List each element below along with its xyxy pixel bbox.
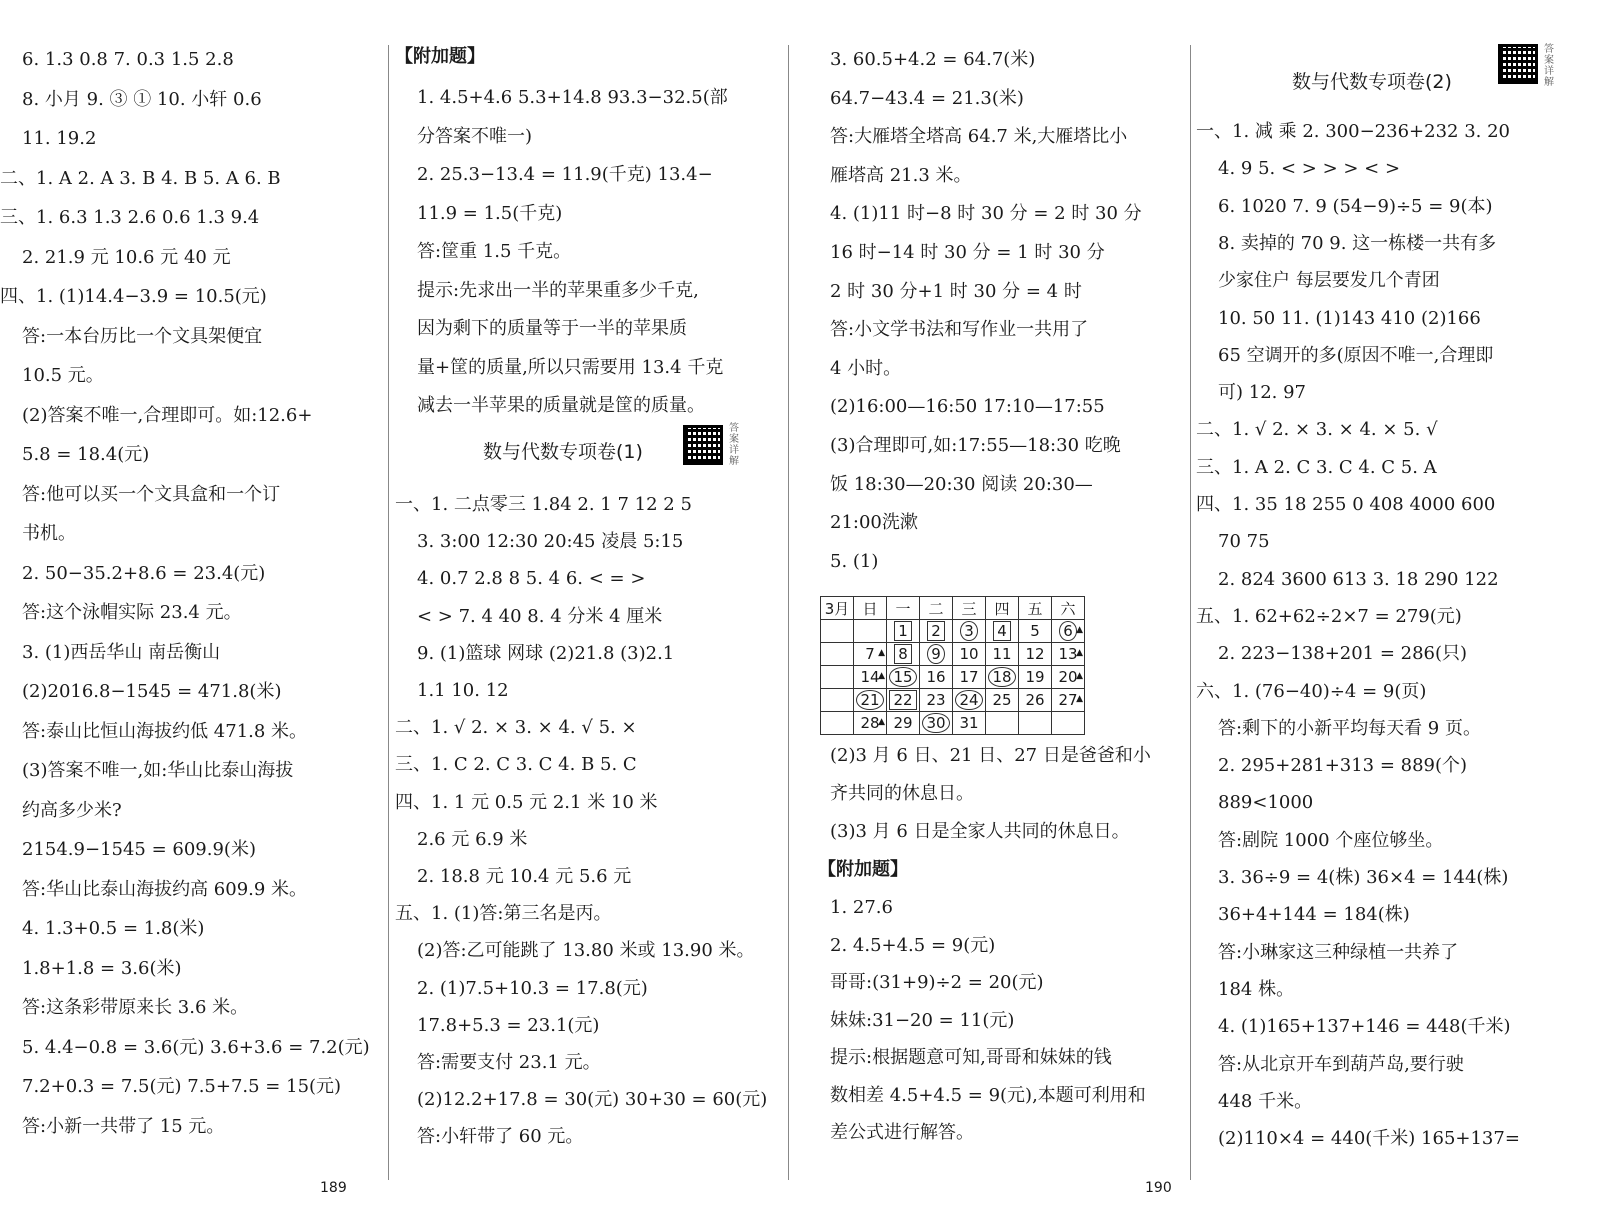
answer-line: 70 75 bbox=[1218, 531, 1270, 553]
answer-line: 三、1. C 2. C 3. C 4. B 5. C bbox=[395, 754, 637, 776]
qr-label: 答案详解 bbox=[729, 423, 739, 467]
calendar-header-cell: 三 bbox=[953, 597, 986, 620]
calendar-header-cell: 五 bbox=[1019, 597, 1052, 620]
answer-line: 2 时 30 分+1 时 30 分 = 4 时 bbox=[830, 280, 1082, 302]
answer-line: 提示:根据题意可知,哥哥和妹妹的钱 bbox=[830, 1047, 1112, 1068]
answer-line: 四、1. 35 18 255 0 408 4000 600 bbox=[1196, 494, 1496, 515]
answer-line: (3)合理即可,如:17:55—18:30 吃晚 bbox=[830, 435, 1121, 456]
answer-line: 量+筐的质量,所以只需要用 13.4 千克 bbox=[417, 356, 724, 378]
answer-line: 10. 50 11. (1)143 410 (2)166 bbox=[1218, 307, 1481, 329]
answer-line: 10.5 元。 bbox=[22, 365, 104, 386]
calendar-day-cell: 26 bbox=[1019, 689, 1052, 712]
answer-line: 答:这个泳帽实际 23.4 元。 bbox=[22, 602, 242, 623]
answer-line: 答:小新一共带了 15 元。 bbox=[22, 1115, 225, 1137]
answer-line: 2.6 元 6.9 米 bbox=[417, 828, 528, 850]
answer-line: 21:00洗漱 bbox=[830, 512, 918, 534]
calendar-day-cell bbox=[854, 620, 887, 643]
answer-line: 65 空调开的多(原因不唯一,合理即 bbox=[1218, 344, 1494, 366]
answer-line: 1.1 10. 12 bbox=[417, 680, 509, 701]
answer-line: 答:小琳家这三种绿植一共养了 bbox=[1218, 941, 1459, 963]
calendar-day-cell bbox=[821, 643, 854, 666]
calendar-header-cell: 六 bbox=[1052, 597, 1085, 620]
calendar-day-cell: 12 bbox=[1019, 643, 1052, 666]
answer-line: 差公式进行解答。 bbox=[830, 1122, 974, 1143]
calendar-day-cell: 5 bbox=[1019, 620, 1052, 643]
calendar-day-cell: 16 bbox=[920, 666, 953, 689]
answer-line: 答:剩下的小新平均每天看 9 页。 bbox=[1218, 717, 1481, 739]
answer-line: 答:筐重 1.5 千克。 bbox=[417, 241, 572, 262]
answer-line: 1.8+1.8 = 3.6(米) bbox=[22, 957, 182, 979]
calendar-day-cell: 25 bbox=[986, 689, 1019, 712]
answer-line: 五、1. 62+62÷2×7 = 279(元) bbox=[1196, 605, 1462, 627]
answer-line: 减去一半苹果的质量就是筐的质量。 bbox=[417, 395, 705, 416]
answer-line: 齐共同的休息日。 bbox=[830, 783, 974, 804]
column-divider bbox=[1190, 45, 1191, 1180]
answer-line: 2. 21.9 元 10.6 元 40 元 bbox=[22, 246, 231, 268]
calendar-day-cell bbox=[1019, 712, 1052, 735]
calendar-day-cell: 20 ▲ bbox=[1052, 666, 1085, 689]
answer-line: 64.7−43.4 = 21.3(米) bbox=[830, 87, 1024, 109]
calendar-day-cell: 8 bbox=[887, 643, 920, 666]
answer-line: 三、1. 6.3 1.3 2.6 0.6 1.3 9.4 bbox=[0, 207, 260, 228]
calendar-day-cell: 14 ▲ bbox=[854, 666, 887, 689]
answer-line: 答:泰山比恒山海拔约低 471.8 米。 bbox=[22, 720, 308, 742]
calendar-day-cell: 18 bbox=[986, 666, 1019, 689]
answer-line: 36+4+144 = 184(株) bbox=[1218, 904, 1410, 926]
answer-line: 2. 50−35.2+8.6 = 23.4(元) bbox=[22, 562, 266, 584]
answer-line: 17.8+5.3 = 23.1(元) bbox=[417, 1014, 600, 1036]
answer-line: 一、1. 减 乘 2. 300−236+232 3. 20 bbox=[1196, 121, 1510, 142]
answer-line: 184 株。 bbox=[1218, 978, 1295, 1000]
answer-line: 答:小轩带了 60 元。 bbox=[417, 1126, 584, 1148]
answer-line: 2. 295+281+313 = 889(个) bbox=[1218, 755, 1468, 777]
answer-line: 答:从北京开车到葫芦岛,要行驶 bbox=[1218, 1053, 1464, 1075]
qr-code-icon bbox=[1498, 44, 1538, 84]
calendar-day-cell: 3 bbox=[953, 620, 986, 643]
calendar-day-cell: 31 bbox=[953, 712, 986, 735]
answer-line: 3. 36÷9 = 4(株) 36×4 = 144(株) bbox=[1218, 867, 1509, 888]
answer-line: 3. (1)西岳华山 南岳衡山 bbox=[22, 641, 221, 663]
answer-line: 因为剩下的质量等于一半的苹果质 bbox=[417, 318, 687, 339]
column-divider bbox=[388, 45, 389, 1180]
section-title: 数与代数专项卷(1) bbox=[483, 441, 643, 463]
calendar-table bbox=[820, 596, 1085, 735]
answer-line: 4. 9 5. < > > > < > bbox=[1218, 158, 1401, 180]
answer-line: 2154.9−1545 = 609.9(米) bbox=[22, 839, 256, 860]
answer-line: 雁塔高 21.3 米。 bbox=[830, 164, 972, 186]
answer-line: 三、1. A 2. C 3. C 4. C 5. A bbox=[1196, 456, 1437, 478]
answer-line: 二、1. √ 2. × 3. × 4. √ 5. × bbox=[395, 717, 637, 739]
answer-line: 7.2+0.3 = 7.5(元) 7.5+7.5 = 15(元) bbox=[22, 1076, 342, 1097]
calendar-day-cell: 19 bbox=[1019, 666, 1052, 689]
page-number-left: 189 bbox=[320, 1180, 347, 1196]
answer-line: (3)答案不唯一,如:华山比泰山海拔 bbox=[22, 760, 294, 781]
answer-line: 5. (1) bbox=[830, 550, 879, 572]
answer-line: 答:剧院 1000 个座位够坐。 bbox=[1218, 829, 1444, 851]
answer-line: 1. 4.5+4.6 5.3+14.8 93.3−32.5(部 bbox=[417, 87, 728, 108]
column-2 bbox=[395, 0, 780, 1180]
column-1 bbox=[0, 0, 382, 1180]
answer-line: 8. 卖掉的 70 9. 这一栋楼一共有多 bbox=[1218, 232, 1497, 254]
answer-line: 2. 25.3−13.4 = 11.9(千克) 13.4− bbox=[417, 164, 713, 185]
answer-line: 答:需要支付 23.1 元。 bbox=[417, 1052, 601, 1073]
answer-line: 答:华山比泰山海拔约高 609.9 米。 bbox=[22, 878, 308, 900]
calendar-day-cell bbox=[1052, 712, 1085, 735]
answer-line: 二、1. √ 2. × 3. × 4. × 5. √ bbox=[1196, 419, 1438, 441]
answer-line: (2)答案不唯一,合理即可。如:12.6+ bbox=[22, 404, 313, 426]
answer-line: 11. 19.2 bbox=[22, 128, 97, 149]
answer-line: < > 7. 4 40 8. 4 分米 4 厘米 bbox=[417, 605, 663, 627]
calendar-day-cell: 15 bbox=[887, 666, 920, 689]
calendar-day-cell: 6 ▲ bbox=[1052, 620, 1085, 643]
page-gutter bbox=[788, 45, 789, 1180]
calendar-day-cell bbox=[821, 712, 854, 735]
section-heading: 【附加题】 bbox=[395, 46, 485, 67]
answer-line: 饭 18:30—20:30 阅读 20:30— bbox=[830, 473, 1093, 495]
calendar-day-cell: 9 bbox=[920, 643, 953, 666]
answer-line: 书机。 bbox=[22, 523, 76, 544]
answer-line: (3)3 月 6 日是全家人共同的休息日。 bbox=[830, 821, 1130, 842]
answer-line: (2)16:00—16:50 17:10—17:55 bbox=[830, 396, 1105, 418]
answer-line: 可) 12. 97 bbox=[1218, 382, 1306, 404]
answer-line: 889<1000 bbox=[1218, 792, 1314, 814]
calendar-day-cell: 24 bbox=[953, 689, 986, 712]
answer-line: 分答案不唯一) bbox=[417, 125, 533, 147]
answer-line: 哥哥:(31+9)÷2 = 20(元) bbox=[830, 972, 1044, 993]
calendar-day-cell: 4 bbox=[986, 620, 1019, 643]
answer-line: 提示:先求出一半的苹果重多少千克, bbox=[417, 279, 699, 301]
calendar-day-cell bbox=[821, 666, 854, 689]
calendar-day-cell bbox=[821, 620, 854, 643]
calendar-day-cell: 29 bbox=[887, 712, 920, 735]
calendar-day-cell: 17 bbox=[953, 666, 986, 689]
answer-line: 4. (1)11 时−8 时 30 分 = 2 时 30 分 bbox=[830, 203, 1142, 225]
answer-line: 9. (1)篮球 网球 (2)21.8 (3)2.1 bbox=[417, 642, 675, 664]
answer-line: 2. 4.5+4.5 = 9(元) bbox=[830, 934, 996, 956]
answer-line: 1. 27.6 bbox=[830, 897, 893, 918]
answer-line: 4. 1.3+0.5 = 1.8(米) bbox=[22, 918, 205, 939]
answer-line: 数相差 4.5+4.5 = 9(元),本题可利用和 bbox=[830, 1084, 1146, 1106]
calendar-day-cell: 7 ▲ bbox=[854, 643, 887, 666]
calendar-day-cell bbox=[986, 712, 1019, 735]
calendar-day-cell: 11 bbox=[986, 643, 1019, 666]
answer-line: 6. 1020 7. 9 (54−9)÷5 = 9(本) bbox=[1218, 195, 1493, 217]
answer-line: 8. 小月 9. ③ ① 10. 小轩 0.6 bbox=[22, 88, 262, 110]
answer-line: 六、1. (76−40)÷4 = 9(页) bbox=[1196, 680, 1427, 702]
qr-code-icon bbox=[683, 425, 723, 465]
calendar-day-cell: 10 bbox=[953, 643, 986, 666]
answer-line: 答:小文学书法和写作业一共用了 bbox=[830, 319, 1089, 341]
answer-line: 2. 18.8 元 10.4 元 5.6 元 bbox=[417, 866, 632, 887]
calendar-day-cell: 28 ▲ bbox=[854, 712, 887, 735]
calendar-day-cell: 2 bbox=[920, 620, 953, 643]
watermark-logo bbox=[1430, 1110, 1570, 1210]
section-heading: 【附加题】 bbox=[818, 859, 908, 880]
answer-line: 一、1. 二点零三 1.84 2. 1 7 12 2 5 bbox=[395, 494, 692, 515]
calendar-day-cell: 23 bbox=[920, 689, 953, 712]
calendar-day-cell: 27 ▲ bbox=[1052, 689, 1085, 712]
answer-line: 3. 60.5+4.2 = 64.7(米) bbox=[830, 49, 1036, 70]
answer-line: 2. 223−138+201 = 286(只) bbox=[1218, 643, 1468, 665]
answer-line: 3. 3:00 12:30 20:45 凌晨 5:15 bbox=[417, 531, 684, 553]
calendar-header-cell: 一 bbox=[887, 597, 920, 620]
answer-line: 4. 0.7 2.8 8 5. 4 6. < = > bbox=[417, 568, 646, 590]
answer-line: (2)3 月 6 日、21 日、27 日是爸爸和小 bbox=[830, 745, 1151, 766]
calendar-day-cell: 1 bbox=[887, 620, 920, 643]
calendar-header-cell: 日 bbox=[854, 597, 887, 620]
answer-line: 448 千米。 bbox=[1218, 1090, 1313, 1112]
qr-label: 答案详解 bbox=[1544, 44, 1554, 88]
answer-line: (2)12.2+17.8 = 30(元) 30+30 = 60(元) bbox=[417, 1089, 768, 1111]
answer-line: 2. (1)7.5+10.3 = 17.8(元) bbox=[417, 977, 648, 999]
column-3 bbox=[818, 0, 1186, 1180]
answer-line: 答:一本台历比一个文具架便宜 bbox=[22, 325, 263, 347]
answer-line: 妹妹:31−20 = 11(元) bbox=[830, 1009, 1015, 1031]
calendar-day-cell: 21 bbox=[854, 689, 887, 712]
answer-line: 4 小时。 bbox=[830, 357, 902, 379]
answer-line: 五、1. (1)答:第三名是丙。 bbox=[395, 903, 612, 925]
column-4 bbox=[1196, 0, 1600, 1180]
answer-line: 16 时−14 时 30 分 = 1 时 30 分 bbox=[830, 242, 1105, 263]
section-title: 数与代数专项卷(2) bbox=[1292, 71, 1452, 93]
answer-line: 四、1. 1 元 0.5 元 2.1 米 10 米 bbox=[395, 791, 658, 813]
page-number-right: 190 bbox=[1145, 1180, 1172, 1196]
answer-line: 6. 1.3 0.8 7. 0.3 1.5 2.8 bbox=[22, 49, 234, 70]
answer-line: 答:他可以买一个文具盒和一个订 bbox=[22, 483, 281, 505]
answer-line: 4. (1)165+137+146 = 448(千米) bbox=[1218, 1016, 1511, 1038]
answer-line: 四、1. (1)14.4−3.9 = 10.5(元) bbox=[0, 286, 267, 307]
answer-line: 少家住户 每层要发几个青团 bbox=[1218, 270, 1440, 292]
answer-line: (2)答:乙可能跳了 13.80 米或 13.90 米。 bbox=[417, 940, 755, 962]
answer-line: 2. 824 3600 613 3. 18 290 122 bbox=[1218, 568, 1499, 590]
answer-line: 二、1. A 2. A 3. B 4. B 5. A 6. B bbox=[0, 167, 281, 189]
answer-line: 答:这条彩带原来长 3.6 米。 bbox=[22, 997, 249, 1018]
answer-line: 约高多少米? bbox=[22, 799, 122, 821]
answer-line: 11.9 = 1.5(千克) bbox=[417, 202, 563, 224]
calendar-day-cell: 13 ▲ bbox=[1052, 643, 1085, 666]
calendar-day-cell: 22 bbox=[887, 689, 920, 712]
answer-line: 答:大雁塔全塔高 64.7 米,大雁塔比小 bbox=[830, 126, 1128, 148]
calendar-header-cell: 二 bbox=[920, 597, 953, 620]
calendar-day-cell: 30 bbox=[920, 712, 953, 735]
answer-line: 5.8 = 18.4(元) bbox=[22, 444, 150, 465]
calendar-header-cell: 四 bbox=[986, 597, 1019, 620]
answer-line: (2)2016.8−1545 = 471.8(米) bbox=[22, 681, 282, 702]
calendar-day-cell bbox=[821, 689, 854, 712]
answer-line: 5. 4.4−0.8 = 3.6(元) 3.6+3.6 = 7.2(元) bbox=[22, 1036, 370, 1058]
answer-line: (2)110×4 = 440(千米) 165+137= bbox=[1218, 1128, 1520, 1150]
calendar-header-cell: 3月 bbox=[821, 597, 854, 620]
